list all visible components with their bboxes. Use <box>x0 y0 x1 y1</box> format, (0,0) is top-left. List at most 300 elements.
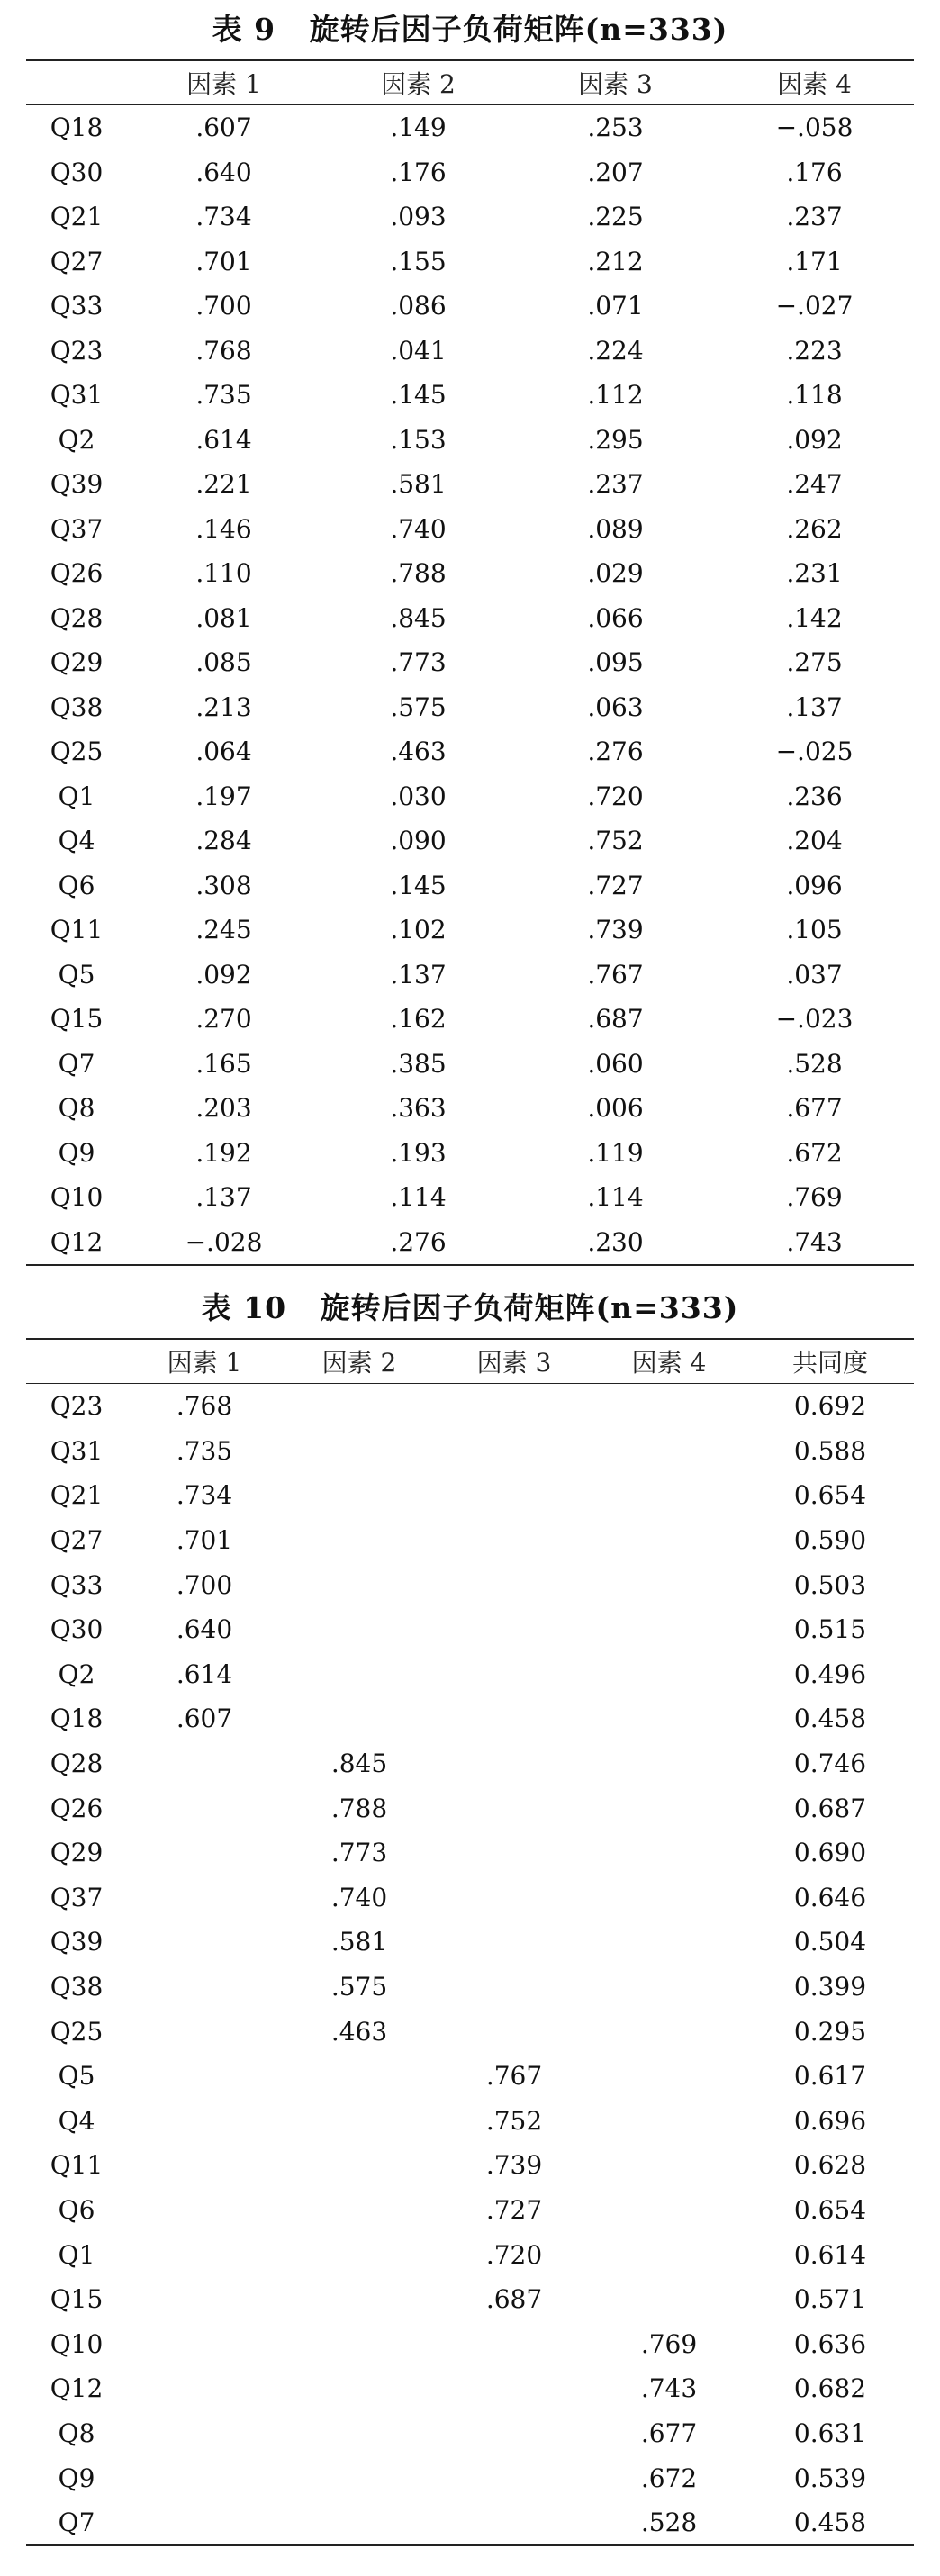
table-row <box>26 105 914 150</box>
table-row <box>26 2009 914 2054</box>
table-cell <box>437 1429 592 1474</box>
table-cell: .171 <box>786 246 843 276</box>
table-row <box>26 284 914 329</box>
table-cell: 0.503 <box>793 1569 867 1600</box>
item-label: Q9 <box>58 2463 95 2493</box>
table-cell: .165 <box>195 1048 252 1079</box>
table-row <box>26 2143 914 2188</box>
table-cell: .463 <box>330 2016 388 2047</box>
table-cell <box>437 2009 592 2054</box>
table-cell: .581 <box>330 1927 388 1957</box>
column-header: 因素 4 <box>592 1339 746 1384</box>
table-cell: .137 <box>786 691 843 722</box>
item-label: Q26 <box>50 558 104 589</box>
item-label: Q5 <box>58 2061 95 2092</box>
item-label: Q2 <box>58 1659 95 1689</box>
table-cell: .769 <box>640 2328 698 2359</box>
table-cell <box>437 2411 592 2456</box>
table-row <box>26 2500 914 2546</box>
table-cell <box>592 1518 746 1563</box>
table-cell <box>282 1518 437 1563</box>
table-cell <box>592 2188 746 2233</box>
table-9 <box>26 59 914 1266</box>
table-cell: .640 <box>176 1614 233 1645</box>
table-cell: .063 <box>587 691 644 722</box>
item-label: Q30 <box>50 1614 104 1645</box>
table-cell: .085 <box>195 647 252 678</box>
table-cell <box>437 1741 592 1786</box>
table-cell: .207 <box>587 157 644 187</box>
table-cell: .223 <box>786 335 843 366</box>
column-header: 共同度 <box>746 1339 914 1384</box>
table-row <box>26 1652 914 1697</box>
item-label: Q4 <box>58 826 95 856</box>
table-cell: .734 <box>176 1480 233 1511</box>
column-header <box>26 1339 127 1384</box>
table-cell <box>437 1473 592 1518</box>
table-cell: .230 <box>516 1220 715 1266</box>
item-label: Q25 <box>50 737 104 767</box>
table-cell: 0.295 <box>793 2016 867 2047</box>
table-cell: .788 <box>330 1793 388 1823</box>
table-cell: .773 <box>390 647 447 678</box>
table-cell <box>592 1741 746 1786</box>
table-cell: .575 <box>390 691 447 722</box>
table-row <box>26 1220 914 1266</box>
table-row <box>26 1965 914 2010</box>
table-cell <box>282 2321 437 2366</box>
table-row <box>26 1876 914 1921</box>
table-cell: .066 <box>587 602 644 633</box>
table-10-caption: 表 10 旋转后因子负荷矩阵(n=333) <box>201 1290 739 1325</box>
table-cell <box>282 1562 437 1607</box>
table-cell <box>592 2232 746 2277</box>
table-row <box>26 1741 914 1786</box>
table-cell: .640 <box>195 157 252 187</box>
table-cell <box>282 1696 437 1741</box>
table-cell <box>437 1876 592 1921</box>
table-cell <box>592 1920 746 1965</box>
table-cell <box>127 2500 282 2546</box>
table-cell: .145 <box>390 870 447 900</box>
table-cell: .672 <box>786 1137 843 1168</box>
table-cell: .155 <box>390 246 447 276</box>
table-cell: .213 <box>195 691 252 722</box>
column-header: 因素 4 <box>715 60 914 105</box>
item-label: Q1 <box>58 781 95 811</box>
table-cell <box>437 1696 592 1741</box>
table-cell: 0.646 <box>793 1882 867 1912</box>
table-cell: .270 <box>195 1004 252 1035</box>
table-cell: .743 <box>715 1220 914 1266</box>
table-cell: −.027 <box>775 291 854 321</box>
table-cell: .672 <box>640 2463 698 2493</box>
item-label: Q9 <box>58 1137 95 1168</box>
table-cell <box>282 2455 437 2500</box>
table-cell: 0.696 <box>793 2105 867 2136</box>
table-cell <box>437 1562 592 1607</box>
table-cell: .739 <box>485 2150 543 2181</box>
table-row <box>26 953 914 998</box>
table-cell: .092 <box>195 959 252 990</box>
item-label: Q26 <box>50 1793 104 1823</box>
column-header: 因素 1 <box>127 60 321 105</box>
table-row <box>26 729 914 774</box>
table-cell: .845 <box>390 602 447 633</box>
table-cell <box>127 2188 282 2233</box>
table-cell: .743 <box>640 2373 698 2404</box>
item-label: Q38 <box>50 691 104 722</box>
table-cell: .137 <box>195 1182 252 1213</box>
table-cell: .118 <box>786 380 843 411</box>
item-label: Q2 <box>58 424 95 455</box>
table-cell: 0.590 <box>793 1525 867 1556</box>
table-cell: .308 <box>195 870 252 900</box>
table-cell: .086 <box>390 291 447 321</box>
table-cell: .137 <box>390 959 447 990</box>
item-label: Q29 <box>50 647 104 678</box>
table-cell: .735 <box>176 1435 233 1466</box>
table-cell: .276 <box>587 737 644 767</box>
column-header: 因素 3 <box>437 1339 592 1384</box>
table-cell <box>127 1965 282 2010</box>
table-cell: .528 <box>592 2500 746 2546</box>
table-cell: .162 <box>390 1004 447 1035</box>
table-header-row <box>26 60 914 105</box>
table-cell <box>437 2321 592 2366</box>
table-row <box>26 997 914 1042</box>
table-cell: .089 <box>587 513 644 544</box>
item-label: Q1 <box>58 2239 95 2270</box>
table-cell <box>282 1652 437 1697</box>
table-cell <box>592 2054 746 2099</box>
table-cell <box>437 2455 592 2500</box>
item-label: Q21 <box>50 202 104 232</box>
table-cell: .064 <box>195 737 252 767</box>
table-cell <box>437 2366 592 2411</box>
table-row <box>26 2099 914 2144</box>
table-cell <box>437 1785 592 1830</box>
table-cell: 0.692 <box>793 1391 867 1422</box>
item-label: Q18 <box>50 113 104 143</box>
item-label: Q5 <box>58 959 95 990</box>
table-cell: .253 <box>587 113 644 143</box>
column-header <box>26 60 127 105</box>
item-label: Q31 <box>50 380 104 411</box>
table-row <box>26 908 914 953</box>
table-cell <box>437 1965 592 2010</box>
table-cell: 0.504 <box>793 1927 867 1957</box>
item-label: Q33 <box>50 1569 104 1600</box>
table-row <box>26 329 914 374</box>
item-label: Q6 <box>58 2194 95 2225</box>
table-cell: .700 <box>176 1569 233 1600</box>
table-row <box>26 1607 914 1652</box>
table-cell: .149 <box>390 113 447 143</box>
table-cell <box>127 2366 282 2411</box>
table-cell: .224 <box>587 335 644 366</box>
table-cell: 0.636 <box>793 2328 867 2359</box>
table-cell <box>437 1518 592 1563</box>
column-header: 因素 2 <box>321 60 516 105</box>
item-label: Q31 <box>50 1435 104 1466</box>
table-cell: .237 <box>786 202 843 232</box>
table-cell <box>282 2099 437 2144</box>
table-cell: .740 <box>390 513 447 544</box>
table-cell: .192 <box>195 1137 252 1168</box>
table-cell: .037 <box>786 959 843 990</box>
table-cell <box>127 2232 282 2277</box>
table-cell: .146 <box>195 513 252 544</box>
item-label: Q8 <box>58 1093 95 1124</box>
table-cell: 0.458 <box>746 2500 914 2546</box>
table-cell <box>127 2009 282 2054</box>
table-cell <box>127 1876 282 1921</box>
table-cell: .236 <box>786 781 843 811</box>
item-label: Q11 <box>50 2150 104 2181</box>
item-label: Q23 <box>50 1391 104 1422</box>
table-cell: .096 <box>786 870 843 900</box>
item-label: Q28 <box>50 1749 104 1779</box>
table-cell: .363 <box>390 1093 447 1124</box>
table-cell: .607 <box>176 1704 233 1734</box>
table-cell <box>282 1429 437 1474</box>
table-row <box>26 774 914 819</box>
table-row <box>26 1830 914 1876</box>
table-cell <box>282 1384 437 1429</box>
table-row <box>26 640 914 685</box>
table-cell: .247 <box>786 469 843 500</box>
item-label: Q8 <box>58 2418 95 2448</box>
table-cell <box>592 1652 746 1697</box>
table-cell: 0.687 <box>793 1793 867 1823</box>
table-cell: .614 <box>176 1659 233 1689</box>
table-row <box>26 462 914 507</box>
table-cell: .735 <box>195 380 252 411</box>
table-row <box>26 2366 914 2411</box>
table-cell <box>127 2099 282 2144</box>
table-cell: .276 <box>321 1220 516 1266</box>
table-cell: .275 <box>786 647 843 678</box>
table-cell: .092 <box>786 424 843 455</box>
table-cell: .041 <box>390 335 447 366</box>
column-header: 因素 3 <box>516 60 715 105</box>
table-cell: 0.682 <box>793 2373 867 2404</box>
table-cell: 0.571 <box>793 2284 867 2315</box>
table-header-row <box>26 1339 914 1384</box>
table-cell: 0.628 <box>793 2150 867 2181</box>
table-cell: .740 <box>330 1882 388 1912</box>
table-cell: 0.654 <box>793 1480 867 1511</box>
table-cell <box>127 2321 282 2366</box>
table-row <box>26 373 914 418</box>
table-cell: .295 <box>587 424 644 455</box>
table-cell <box>127 1785 282 1830</box>
table-cell <box>127 2455 282 2500</box>
item-label: Q37 <box>50 513 104 544</box>
item-label: Q29 <box>50 1838 104 1868</box>
table-cell: .225 <box>587 202 644 232</box>
item-label: Q23 <box>50 335 104 366</box>
table-cell: .687 <box>485 2284 543 2315</box>
table-cell: .769 <box>786 1182 843 1213</box>
item-label: Q10 <box>50 1182 104 1213</box>
table-cell: .090 <box>390 826 447 856</box>
table-cell: .245 <box>195 915 252 945</box>
table-cell <box>437 1384 592 1429</box>
table-cell: .739 <box>587 915 644 945</box>
table-cell: .071 <box>587 291 644 321</box>
table-cell: .081 <box>195 602 252 633</box>
table-row <box>26 1518 914 1563</box>
table-cell: .284 <box>195 826 252 856</box>
table-cell <box>592 2099 746 2144</box>
item-label: Q28 <box>50 602 104 633</box>
table-cell: 0.588 <box>793 1435 867 1466</box>
table-cell: .204 <box>786 826 843 856</box>
table-cell: −.028 <box>127 1220 321 1266</box>
item-label: Q33 <box>50 291 104 321</box>
table-cell: −.058 <box>775 113 854 143</box>
table-cell <box>437 1920 592 1965</box>
table-cell <box>127 2411 282 2456</box>
table-cell: .788 <box>390 558 447 589</box>
table-row <box>26 2277 914 2322</box>
table-cell <box>592 1965 746 2010</box>
table-cell <box>282 2366 437 2411</box>
item-label: Q39 <box>50 1927 104 1957</box>
table-cell: .119 <box>587 1137 644 1168</box>
table-cell <box>592 1607 746 1652</box>
table-cell: .153 <box>390 424 447 455</box>
table-row <box>26 818 914 863</box>
item-label: Q6 <box>58 870 95 900</box>
item-label: Q11 <box>50 915 104 945</box>
table-cell: 0.631 <box>793 2418 867 2448</box>
table-cell: .701 <box>176 1525 233 1556</box>
table-row <box>26 1429 914 1474</box>
table-cell: .110 <box>195 558 252 589</box>
table-cell <box>592 1696 746 1741</box>
table-cell: .767 <box>587 959 644 990</box>
table-cell: .752 <box>587 826 644 856</box>
table-cell: .114 <box>390 1182 447 1213</box>
table-cell: 0.458 <box>793 1704 867 1734</box>
table-cell: .727 <box>485 2194 543 2225</box>
table-cell <box>127 1741 282 1786</box>
table-row <box>26 2054 914 2099</box>
table-cell <box>592 1384 746 1429</box>
table-cell <box>282 2143 437 2188</box>
table-cell <box>592 2143 746 2188</box>
table-row <box>26 1131 914 1176</box>
item-label: Q12 <box>50 2373 104 2404</box>
table-cell: .145 <box>390 380 447 411</box>
table-cell: .221 <box>195 469 252 500</box>
table-cell: .262 <box>786 513 843 544</box>
table-row <box>26 1042 914 1087</box>
table-cell <box>127 1830 282 1876</box>
table-cell: 0.614 <box>793 2239 867 2270</box>
table-cell: 0.399 <box>793 1972 867 2002</box>
table-row <box>26 2411 914 2456</box>
table-cell: .581 <box>390 469 447 500</box>
table-cell: .029 <box>587 558 644 589</box>
table-cell <box>592 1830 746 1876</box>
table-row <box>26 596 914 641</box>
table-row <box>26 1086 914 1131</box>
table-cell <box>282 2277 437 2322</box>
table-row <box>26 418 914 463</box>
table-cell <box>592 1429 746 1474</box>
table-cell: .727 <box>587 870 644 900</box>
table-cell: .845 <box>330 1749 388 1779</box>
table-row <box>26 1785 914 1830</box>
column-header: 因素 1 <box>127 1339 282 1384</box>
table-row <box>26 2321 914 2366</box>
table-cell: .687 <box>587 1004 644 1035</box>
item-label: Q27 <box>50 1525 104 1556</box>
table-row <box>26 240 914 285</box>
table-cell: .700 <box>195 291 252 321</box>
item-label: Q15 <box>50 1004 104 1035</box>
table-cell: .701 <box>195 246 252 276</box>
table-cell <box>127 2143 282 2188</box>
table-cell: .212 <box>587 246 644 276</box>
table-row <box>26 1473 914 1518</box>
table-cell <box>592 1473 746 1518</box>
table-cell: .768 <box>176 1391 233 1422</box>
table-cell: .114 <box>587 1182 644 1213</box>
table-cell: .720 <box>485 2239 543 2270</box>
item-label: Q39 <box>50 469 104 500</box>
table-cell <box>437 1607 592 1652</box>
table-cell: .105 <box>786 915 843 945</box>
table-cell <box>282 2232 437 2277</box>
table-row <box>26 1920 914 1965</box>
item-label: Q7 <box>26 2500 127 2546</box>
item-label: Q21 <box>50 1480 104 1511</box>
item-label: Q25 <box>50 2016 104 2047</box>
table-cell: .607 <box>195 113 252 143</box>
table-cell: −.023 <box>775 1004 854 1035</box>
table-cell: .060 <box>587 1048 644 1079</box>
table-cell <box>592 2277 746 2322</box>
table-cell: 0.496 <box>793 1659 867 1689</box>
table-cell <box>592 1785 746 1830</box>
table-cell: .677 <box>640 2418 698 2448</box>
table-row <box>26 685 914 730</box>
table-cell <box>282 2411 437 2456</box>
table-cell <box>282 2500 437 2546</box>
table-row <box>26 2188 914 2233</box>
item-label: Q30 <box>50 157 104 187</box>
table-row <box>26 1175 914 1220</box>
table-cell: 0.617 <box>793 2061 867 2092</box>
table-cell: .176 <box>390 157 447 187</box>
table-cell <box>592 1876 746 1921</box>
table-cell: .193 <box>390 1137 447 1168</box>
table-cell: 0.690 <box>793 1838 867 1868</box>
table-cell: 0.515 <box>793 1614 867 1645</box>
table-cell: .677 <box>786 1093 843 1124</box>
table-cell: .237 <box>587 469 644 500</box>
table-cell: 0.539 <box>793 2463 867 2493</box>
column-header: 因素 2 <box>282 1339 437 1384</box>
table-cell: .575 <box>330 1972 388 2002</box>
table-row <box>26 2232 914 2277</box>
table-cell <box>282 1607 437 1652</box>
